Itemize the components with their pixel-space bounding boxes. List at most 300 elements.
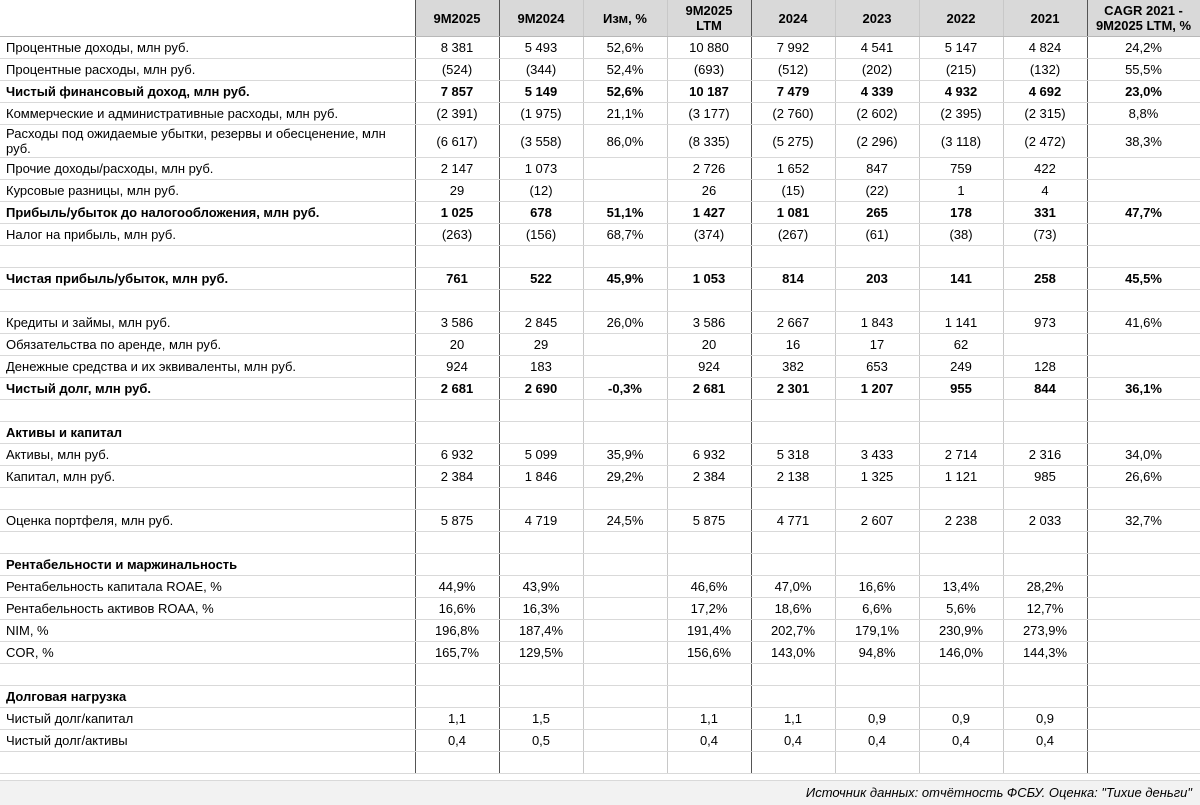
cell-value: 230,9% (919, 620, 1003, 642)
row-label: Прочие доходы/расходы, млн руб. (0, 158, 415, 180)
cell-value: 7 992 (751, 37, 835, 59)
cell-value: 2 384 (667, 466, 751, 488)
cell-value (415, 686, 499, 708)
cell-value: 924 (667, 356, 751, 378)
row-label: Оценка портфеля, млн руб. (0, 510, 415, 532)
table-row (0, 202, 1200, 224)
cell-value (919, 422, 1003, 444)
cell-value: 2 301 (751, 378, 835, 400)
table-row (0, 598, 1200, 620)
header-cagr: CAGR 2021 - 9M2025 LTM, % (1087, 0, 1200, 37)
cell-value: 156,6% (667, 642, 751, 664)
cell-value: (2 760) (751, 103, 835, 125)
table-row (0, 81, 1200, 103)
cell-value: 24,2% (1087, 37, 1200, 59)
cell-value: 47,7% (1087, 202, 1200, 224)
cell-value (583, 752, 667, 774)
cell-value (583, 730, 667, 752)
cell-value: 20 (415, 334, 499, 356)
cell-value (1087, 400, 1200, 422)
cell-value: 2 681 (415, 378, 499, 400)
row-label: Чистый долг/капитал (0, 708, 415, 730)
cell-value: (2 395) (919, 103, 1003, 125)
table-body (0, 37, 1200, 774)
cell-value: (6 617) (415, 125, 499, 158)
cell-value: 29,2% (583, 466, 667, 488)
cell-value (751, 752, 835, 774)
cell-value: (2 472) (1003, 125, 1087, 158)
row-label: Кредиты и займы, млн руб. (0, 312, 415, 334)
cell-value: 21,1% (583, 103, 667, 125)
cell-value: 678 (499, 202, 583, 224)
cell-value: 202,7% (751, 620, 835, 642)
cell-value: 759 (919, 158, 1003, 180)
section-header-row (0, 422, 1200, 444)
cell-value (583, 158, 667, 180)
cell-value (499, 532, 583, 554)
cell-value: (263) (415, 224, 499, 246)
cell-value: 52,4% (583, 59, 667, 81)
row-label: Денежные средства и их эквиваленты, млн руб. (0, 356, 415, 378)
cell-value: 7 479 (751, 81, 835, 103)
cell-value: 1 141 (919, 312, 1003, 334)
cell-value (583, 290, 667, 312)
cell-value: 653 (835, 356, 919, 378)
cell-value (919, 246, 1003, 268)
cell-value: 5 318 (751, 444, 835, 466)
cell-value: 422 (1003, 158, 1087, 180)
cell-value (919, 554, 1003, 576)
cell-value: 29 (415, 180, 499, 202)
cell-value: (267) (751, 224, 835, 246)
cell-value: 522 (499, 268, 583, 290)
cell-value: 143,0% (751, 642, 835, 664)
cell-value (667, 554, 751, 576)
cell-value: 62 (919, 334, 1003, 356)
header-9m2025-ltm: 9M2025 LTM (667, 0, 751, 37)
cell-value (835, 532, 919, 554)
cell-value (1003, 664, 1087, 686)
cell-value (415, 290, 499, 312)
cell-value: 2 726 (667, 158, 751, 180)
cell-value (667, 246, 751, 268)
cell-value (499, 290, 583, 312)
cell-value: 5,6% (919, 598, 1003, 620)
cell-value (583, 180, 667, 202)
cell-value (415, 554, 499, 576)
cell-value: 10 880 (667, 37, 751, 59)
cell-value: 1 081 (751, 202, 835, 224)
cell-value: 2 690 (499, 378, 583, 400)
cell-value: 2 033 (1003, 510, 1087, 532)
row-label: Капитал, млн руб. (0, 466, 415, 488)
cell-value: -0,3% (583, 378, 667, 400)
cell-value: 2 667 (751, 312, 835, 334)
cell-value (583, 356, 667, 378)
cell-value: 16,3% (499, 598, 583, 620)
cell-value: 2 714 (919, 444, 1003, 466)
cell-value: 52,6% (583, 81, 667, 103)
section-header-row (0, 686, 1200, 708)
spacer-row (0, 246, 1200, 268)
cell-value: 4 541 (835, 37, 919, 59)
cell-value: 28,2% (1003, 576, 1087, 598)
cell-value: 2 316 (1003, 444, 1087, 466)
cell-value (1087, 708, 1200, 730)
cell-value (835, 752, 919, 774)
row-label: Процентные расходы, млн руб. (0, 59, 415, 81)
cell-value: 382 (751, 356, 835, 378)
cell-value (835, 554, 919, 576)
header-9m2025: 9M2025 (415, 0, 499, 37)
cell-value: 0,9 (1003, 708, 1087, 730)
cell-value: 761 (415, 268, 499, 290)
row-label (0, 290, 415, 312)
cell-value: 1,1 (751, 708, 835, 730)
cell-value (583, 576, 667, 598)
cell-value: 1 025 (415, 202, 499, 224)
cell-value: 258 (1003, 268, 1087, 290)
cell-value: 5 149 (499, 81, 583, 103)
cell-value: 1 427 (667, 202, 751, 224)
cell-value (1087, 730, 1200, 752)
cell-value: 2 681 (667, 378, 751, 400)
cell-value (415, 532, 499, 554)
cell-value (499, 664, 583, 686)
cell-value: (2 315) (1003, 103, 1087, 125)
cell-value (583, 664, 667, 686)
header-row (0, 0, 1200, 37)
cell-value: 4 719 (499, 510, 583, 532)
table-row (0, 37, 1200, 59)
header-9m2024: 9M2024 (499, 0, 583, 37)
cell-value: 3 586 (415, 312, 499, 334)
cell-value (835, 246, 919, 268)
cell-value: 12,7% (1003, 598, 1087, 620)
cell-value (1003, 532, 1087, 554)
cell-value: 814 (751, 268, 835, 290)
cell-value (751, 400, 835, 422)
cell-value: 1,5 (499, 708, 583, 730)
cell-value (751, 686, 835, 708)
header-2021: 2021 (1003, 0, 1087, 37)
row-label (0, 400, 415, 422)
cell-value (1087, 246, 1200, 268)
cell-value: 2 607 (835, 510, 919, 532)
cell-value (583, 598, 667, 620)
cell-value: 45,5% (1087, 268, 1200, 290)
table-row (0, 334, 1200, 356)
header-label-column (0, 0, 415, 37)
cell-value (919, 664, 1003, 686)
cell-value: 43,9% (499, 576, 583, 598)
cell-value: 35,9% (583, 444, 667, 466)
cell-value: 203 (835, 268, 919, 290)
cell-value (835, 686, 919, 708)
section-header-row (0, 554, 1200, 576)
header-2022: 2022 (919, 0, 1003, 37)
source-footer (0, 780, 1200, 805)
cell-value (1003, 290, 1087, 312)
cell-value: 4 339 (835, 81, 919, 103)
cell-value (1087, 554, 1200, 576)
cell-value: 44,9% (415, 576, 499, 598)
cell-value: 0,4 (919, 730, 1003, 752)
row-label: Долговая нагрузка (0, 686, 415, 708)
row-label: Курсовые разницы, млн руб. (0, 180, 415, 202)
cell-value (835, 422, 919, 444)
cell-value: 7 857 (415, 81, 499, 103)
cell-value (1003, 246, 1087, 268)
row-label: Чистая прибыль/убыток, млн руб. (0, 268, 415, 290)
cell-value: 6 932 (415, 444, 499, 466)
table-row (0, 224, 1200, 246)
cell-value (835, 664, 919, 686)
cell-value (583, 422, 667, 444)
cell-value: 3 586 (667, 312, 751, 334)
row-label (0, 752, 415, 774)
cell-value (835, 290, 919, 312)
cell-value (751, 488, 835, 510)
cell-value (1087, 664, 1200, 686)
cell-value: 1 (919, 180, 1003, 202)
cell-value: 26,0% (583, 312, 667, 334)
cell-value: (202) (835, 59, 919, 81)
row-label: Чистый долг/активы (0, 730, 415, 752)
cell-value: 10 187 (667, 81, 751, 103)
table-row (0, 356, 1200, 378)
cell-value: 36,1% (1087, 378, 1200, 400)
cell-value (1087, 576, 1200, 598)
cell-value: 1,1 (415, 708, 499, 730)
cell-value: 2 845 (499, 312, 583, 334)
cell-value: (3 118) (919, 125, 1003, 158)
cell-value (919, 400, 1003, 422)
cell-value (1003, 554, 1087, 576)
cell-value: 1 325 (835, 466, 919, 488)
cell-value: (156) (499, 224, 583, 246)
cell-value (919, 752, 1003, 774)
row-label: Чистый финансовый доход, млн руб. (0, 81, 415, 103)
cell-value: 13,4% (919, 576, 1003, 598)
cell-value: 4 932 (919, 81, 1003, 103)
cell-value: 1 843 (835, 312, 919, 334)
cell-value: 24,5% (583, 510, 667, 532)
cell-value (583, 488, 667, 510)
cell-value: 1 652 (751, 158, 835, 180)
cell-value: 4 (1003, 180, 1087, 202)
cell-value: 1,1 (667, 708, 751, 730)
cell-value: 1 053 (667, 268, 751, 290)
cell-value: 844 (1003, 378, 1087, 400)
cell-value (919, 532, 1003, 554)
cell-value: 6 932 (667, 444, 751, 466)
row-label (0, 664, 415, 686)
cell-value: (22) (835, 180, 919, 202)
table-row (0, 125, 1200, 158)
cell-value (1003, 686, 1087, 708)
cell-value: 8,8% (1087, 103, 1200, 125)
cell-value: 129,5% (499, 642, 583, 664)
cell-value: (1 975) (499, 103, 583, 125)
cell-value: 955 (919, 378, 1003, 400)
table-row (0, 708, 1200, 730)
table-row (0, 620, 1200, 642)
cell-value: 32,7% (1087, 510, 1200, 532)
cell-value: 94,8% (835, 642, 919, 664)
cell-value: (374) (667, 224, 751, 246)
cell-value (667, 752, 751, 774)
cell-value (667, 290, 751, 312)
cell-value: 0,4 (667, 730, 751, 752)
cell-value (499, 752, 583, 774)
cell-value (667, 686, 751, 708)
cell-value: 6,6% (835, 598, 919, 620)
row-label: Рентабельности и маржинальность (0, 554, 415, 576)
cell-value: 45,9% (583, 268, 667, 290)
cell-value: 0,4 (751, 730, 835, 752)
row-label: Активы, млн руб. (0, 444, 415, 466)
cell-value (919, 290, 1003, 312)
cell-value: (3 558) (499, 125, 583, 158)
cell-value: 68,7% (583, 224, 667, 246)
cell-value: 26 (667, 180, 751, 202)
cell-value (835, 488, 919, 510)
table-row (0, 378, 1200, 400)
row-label: Рентабельность капитала ROAE, % (0, 576, 415, 598)
cell-value: 5 875 (667, 510, 751, 532)
cell-value: 273,9% (1003, 620, 1087, 642)
cell-value: 16,6% (835, 576, 919, 598)
cell-value (583, 532, 667, 554)
cell-value: 41,6% (1087, 312, 1200, 334)
cell-value: 0,5 (499, 730, 583, 752)
cell-value (499, 246, 583, 268)
row-label: Чистый долг, млн руб. (0, 378, 415, 400)
cell-value: (5 275) (751, 125, 835, 158)
cell-value (583, 246, 667, 268)
cell-value (1087, 488, 1200, 510)
row-label: Прибыль/убыток до налогообложения, млн руб. (0, 202, 415, 224)
cell-value: (8 335) (667, 125, 751, 158)
row-label: COR, % (0, 642, 415, 664)
table-row (0, 158, 1200, 180)
cell-value: (215) (919, 59, 1003, 81)
table-row (0, 312, 1200, 334)
cell-value (583, 708, 667, 730)
cell-value: 4 771 (751, 510, 835, 532)
table-row (0, 642, 1200, 664)
spacer-row (0, 532, 1200, 554)
cell-value: 141 (919, 268, 1003, 290)
row-label: Налог на прибыль, млн руб. (0, 224, 415, 246)
cell-value (583, 620, 667, 642)
cell-value: 26,6% (1087, 466, 1200, 488)
cell-value (583, 400, 667, 422)
table-row (0, 268, 1200, 290)
cell-value: 4 824 (1003, 37, 1087, 59)
cell-value: 187,4% (499, 620, 583, 642)
cell-value (499, 422, 583, 444)
header-change: Изм, % (583, 0, 667, 37)
cell-value: 2 147 (415, 158, 499, 180)
table-row (0, 103, 1200, 125)
cell-value (1087, 686, 1200, 708)
cell-value (415, 664, 499, 686)
cell-value (1087, 532, 1200, 554)
cell-value (1087, 334, 1200, 356)
cell-value: 265 (835, 202, 919, 224)
cell-value: 0,9 (835, 708, 919, 730)
cell-value: (524) (415, 59, 499, 81)
cell-value: 1 207 (835, 378, 919, 400)
cell-value: (344) (499, 59, 583, 81)
cell-value: (61) (835, 224, 919, 246)
table-row (0, 510, 1200, 532)
cell-value: (12) (499, 180, 583, 202)
cell-value: 3 433 (835, 444, 919, 466)
table-row (0, 59, 1200, 81)
cell-value: 179,1% (835, 620, 919, 642)
cell-value (583, 642, 667, 664)
cell-value (415, 422, 499, 444)
table-row (0, 444, 1200, 466)
cell-value: 86,0% (583, 125, 667, 158)
cell-value: (73) (1003, 224, 1087, 246)
cell-value: 249 (919, 356, 1003, 378)
row-label (0, 488, 415, 510)
cell-value: (38) (919, 224, 1003, 246)
cell-value: 29 (499, 334, 583, 356)
cell-value: 5 099 (499, 444, 583, 466)
row-label: Активы и капитал (0, 422, 415, 444)
cell-value: 5 875 (415, 510, 499, 532)
cell-value: 5 147 (919, 37, 1003, 59)
cell-value: 38,3% (1087, 125, 1200, 158)
cell-value (583, 334, 667, 356)
cell-value (667, 532, 751, 554)
cell-value: 34,0% (1087, 444, 1200, 466)
cell-value: 51,1% (583, 202, 667, 224)
cell-value: 0,4 (1003, 730, 1087, 752)
cell-value (1087, 158, 1200, 180)
spacer-row (0, 488, 1200, 510)
table-row (0, 730, 1200, 752)
cell-value: 18,6% (751, 598, 835, 620)
cell-value: (2 602) (835, 103, 919, 125)
cell-value (1087, 180, 1200, 202)
cell-value (1087, 422, 1200, 444)
cell-value (667, 422, 751, 444)
cell-value (415, 246, 499, 268)
cell-value: 17 (835, 334, 919, 356)
cell-value: 924 (415, 356, 499, 378)
cell-value (583, 686, 667, 708)
cell-value: 191,4% (667, 620, 751, 642)
cell-value: (693) (667, 59, 751, 81)
cell-value: 146,0% (919, 642, 1003, 664)
cell-value: (132) (1003, 59, 1087, 81)
spacer-row (0, 664, 1200, 686)
cell-value (415, 400, 499, 422)
cell-value (751, 290, 835, 312)
cell-value (667, 400, 751, 422)
cell-value: (2 296) (835, 125, 919, 158)
cell-value: 973 (1003, 312, 1087, 334)
table-row (0, 576, 1200, 598)
cell-value (1003, 400, 1087, 422)
spacer-row (0, 400, 1200, 422)
